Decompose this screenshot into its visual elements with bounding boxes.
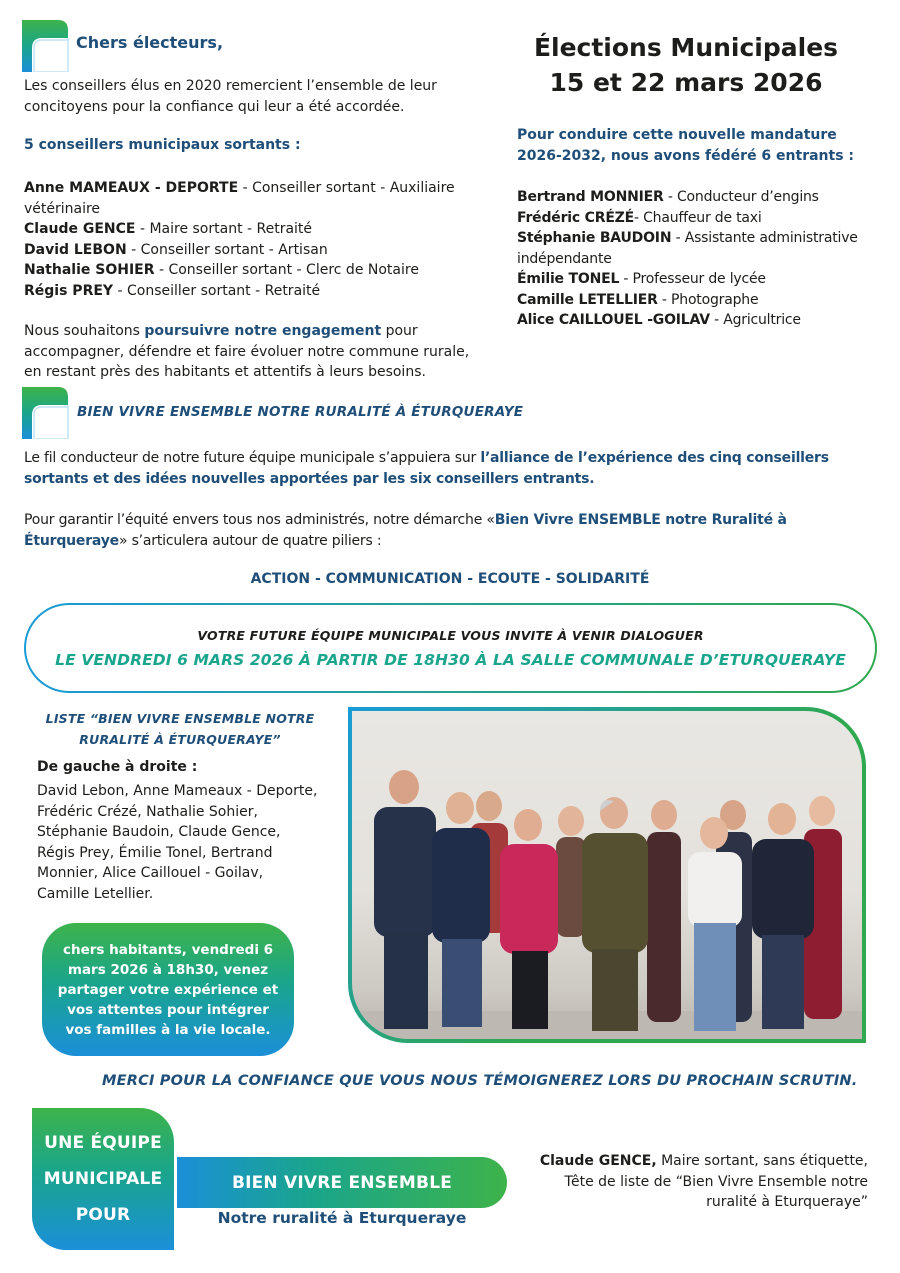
outgoing-heading: 5 conseillers municipaux sortants : [24,137,301,153]
list-item: Régis PREY - Conseiller sortant - Retraité [24,282,321,299]
invitation-bubble: chers habitants, vendredi 6 mars 2026 à 18h30, venez partager votre expérience et vos attentes pour intégrer vos familles à la vie locale. [42,923,294,1056]
group-photo-frame [348,707,866,1043]
page-title: Élections Municipales 15 et 22 mars 2026 [533,33,839,97]
signature: Claude GENCE, Maire sortant, sans étiquette, Tête de liste de “Bien Vivre Ensemble notre ruralité à Eturqueraye” [539,1153,868,1210]
list-item: Émilie TONEL - Professeur de lycée [517,271,766,287]
thanks-message: MERCI POUR LA CONFIANCE QUE VOUS NOUS TÉMOIGNEREZ LORS DU PROCHAIN SCRUTIN. [102,1073,858,1089]
section-heading: BIEN VIVRE ENSEMBLE NOTRE RURALITÉ À ÉTURQUERAYE [77,404,524,420]
list-subtitle: De gauche à droite : [37,759,198,775]
invite-line-2: LE VENDREDI 6 MARS 2026 À PARTIR DE 18H30 À LA SALLE COMMUNALE D’ETURQUERAYE [55,650,846,669]
team-logo: UNE ÉQUIPE MUNICIPALE POUR [32,1108,174,1250]
incoming-heading: Pour conduire cette nouvelle mandature 2026-2032, nous avons fédéré 6 entrants : [517,127,855,164]
engagement-paragraph: Nous souhaitons poursuivre notre engagement pour accompagner, défendre et faire évoluer notre commune rurale, en restant près des habitants et attentifs à leurs besoins. [24,323,470,380]
invitation-box [24,603,877,693]
incoming-list [517,187,887,331]
section-paragraph-1: Le fil conducteur de notre future équipe municipale s’appuiera sur l’alliance de l’expérience des cinq conseillers sortants et des idées nouvelles apportées par les six conseillers entrants. [24,450,829,487]
list-item: Stéphanie BAUDOIN - Assistante administrative [517,230,858,246]
list-item: Bertrand MONNIER - Conducteur d’engins [517,189,819,205]
list-item: Frédéric CRÉZÉ- Chauffeur de taxi [517,209,762,226]
pillars: ACTION - COMMUNICATION - ECOUTE - SOLIDARITÉ [250,571,650,587]
list-item: Claude GENCE - Maire sortant - Retraité [24,221,313,237]
team-tagline: Notre ruralité à Eturqueraye [217,1209,467,1227]
list-item: Anne MAMEAUX - DEPORTE - Conseiller sortant - Auxiliaire [24,180,455,196]
list-item: David LEBON - Conseiller sortant - Artisan [24,241,328,258]
section-paragraph-2: Pour garantir l’équité envers tous nos administrés, notre démarche «Bien Vivre ENSEMBLE notre Ruralité à Éturqueraye» s’articulera autour de quatre piliers : [24,512,787,549]
list-item-continuation: vétérinaire [24,200,101,217]
greeting: Chers électeurs, [76,33,224,52]
list-names: David Lebon, Anne Mameaux - Deporte, Frédéric Crézé, Nathalie Sohier, Stéphanie Baudoin, Claude Gence, Régis Prey, Émilie Tonel, Bertrand Monnier, Alice Caillouel - Goilav, Camille Letellier. [37,783,318,902]
list-item-continuation: indépendante [517,250,612,267]
group-photo-illustration [352,711,862,1039]
team-logo-pill: BIEN VIVRE ENSEMBLE [177,1157,507,1208]
list-item: Alice CAILLOUEL -GOILAV - Agricultrice [517,312,801,328]
list-item: Nathalie SOHIER - Conseiller sortant - Clerc de Notaire [24,262,419,278]
logo-icon [22,387,72,439]
list-title: LISTE “BIEN VIVRE ENSEMBLE NOTRE RURALITÉ À ÉTURQUERAYE” [45,711,315,747]
logo-icon [22,20,72,72]
group-photo [352,711,862,1039]
invite-line-1: VOTRE FUTURE ÉQUIPE MUNICIPALE VOUS INVITE À VENIR DIALOGUER [197,627,704,643]
outgoing-list [24,178,504,301]
intro-paragraph: Les conseillers élus en 2020 remercient l’ensemble de leur concitoyens pour la confiance qui leur a été accordée. [24,78,437,115]
list-item: Camille LETELLIER - Photographe [517,291,759,308]
